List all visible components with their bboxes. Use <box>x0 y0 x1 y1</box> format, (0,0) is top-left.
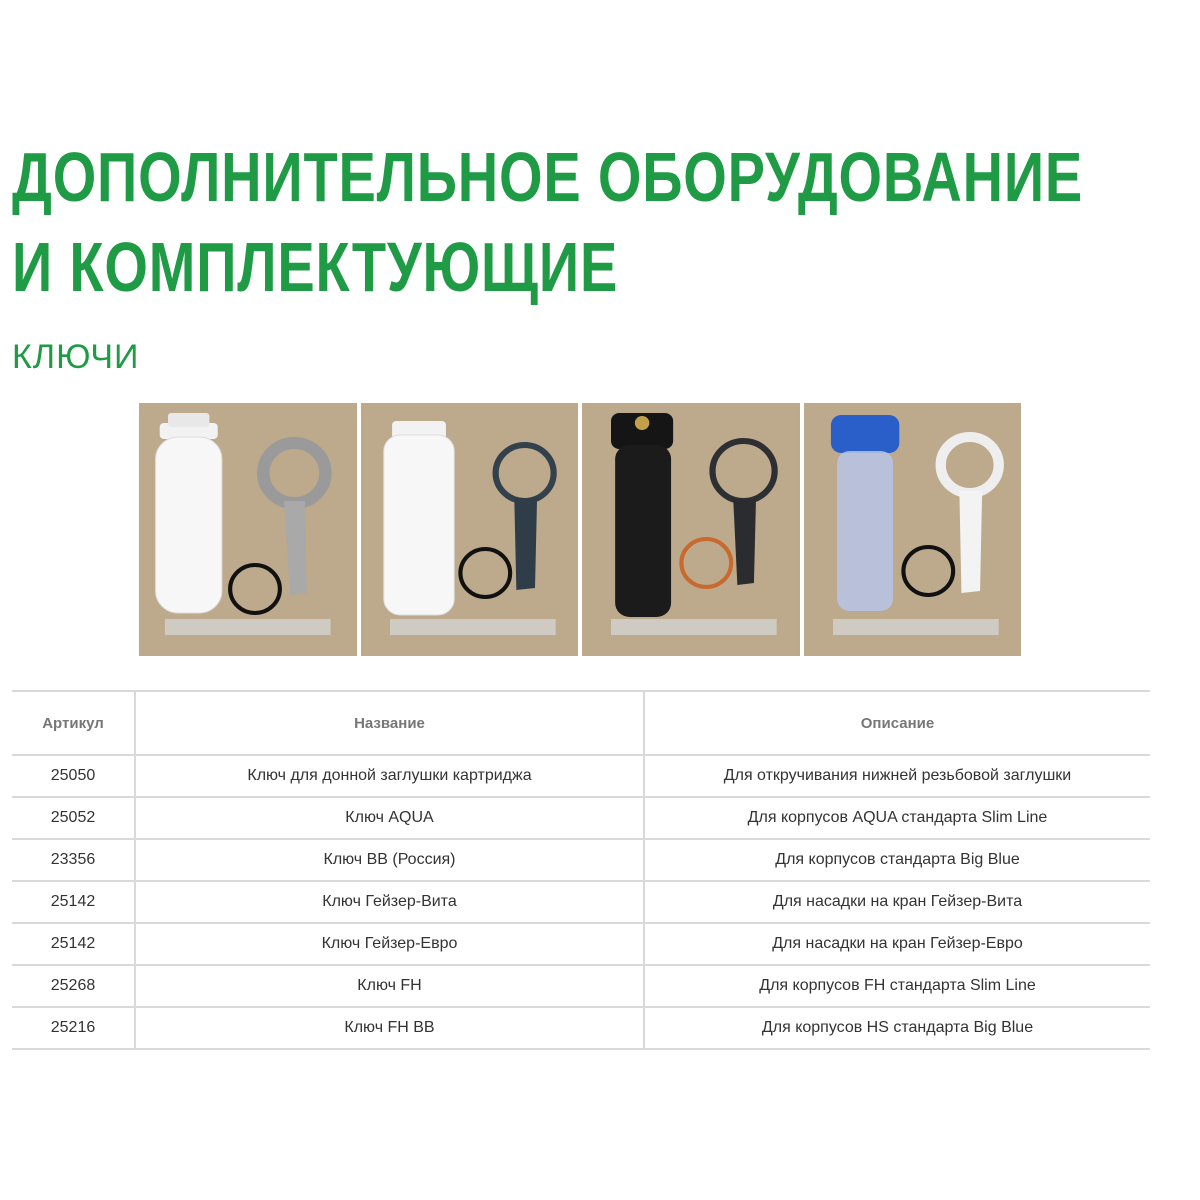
table-header-row <box>12 691 1150 755</box>
page-title-line-1: ДОПОЛНИТЕЛЬНОЕ ОБОРУДОВАНИЕ <box>12 138 1084 216</box>
photo-housing-white-key-grey <box>139 403 357 656</box>
cell-name: Ключ FH BB <box>135 1007 644 1049</box>
cell-name: Ключ AQUA <box>135 797 644 839</box>
cell-article: 25050 <box>12 755 135 797</box>
page-title-line-2: И КОМПЛЕКТУЮЩИЕ <box>12 228 619 306</box>
cell-article: 23356 <box>12 839 135 881</box>
cell-article: 25268 <box>12 965 135 1007</box>
photo-housing-black-key-dark <box>582 403 800 656</box>
cell-description: Для корпусов стандарта Big Blue <box>644 839 1150 881</box>
product-photos <box>139 403 1021 656</box>
cell-description: Для насадки на кран Гейзер-Евро <box>644 923 1150 965</box>
table-row <box>12 839 1150 881</box>
cell-article: 25142 <box>12 923 135 965</box>
cell-description: Для корпусов HS стандарта Big Blue <box>644 1007 1150 1049</box>
table-row <box>12 881 1150 923</box>
table-row <box>12 923 1150 965</box>
table-row <box>12 755 1150 797</box>
section-title: КЛЮЧИ <box>12 338 140 376</box>
cell-description: Для корпусов AQUA стандарта Slim Line <box>644 797 1150 839</box>
column-header-name: Название <box>135 691 644 755</box>
table-row <box>12 965 1150 1007</box>
photo-housing-clear-blue-key-white <box>804 403 1022 656</box>
photo-housing-white-key-dark <box>361 403 579 656</box>
cell-article: 25142 <box>12 881 135 923</box>
cell-description: Для насадки на кран Гейзер-Вита <box>644 881 1150 923</box>
column-header-description: Описание <box>644 691 1150 755</box>
cell-name: Ключ FH <box>135 965 644 1007</box>
page-title <box>12 132 1084 312</box>
keys-table <box>12 690 1150 1050</box>
cell-description: Для откручивания нижней резьбовой заглушки <box>644 755 1150 797</box>
cell-description: Для корпусов FH стандарта Slim Line <box>644 965 1150 1007</box>
cell-article: 25052 <box>12 797 135 839</box>
table-row <box>12 1007 1150 1049</box>
cell-name: Ключ Гейзер-Вита <box>135 881 644 923</box>
cell-article: 25216 <box>12 1007 135 1049</box>
cell-name: Ключ Гейзер-Евро <box>135 923 644 965</box>
column-header-article: Артикул <box>12 691 135 755</box>
table-row <box>12 797 1150 839</box>
cell-name: Ключ ВВ (Россия) <box>135 839 644 881</box>
cell-name: Ключ для донной заглушки картриджа <box>135 755 644 797</box>
